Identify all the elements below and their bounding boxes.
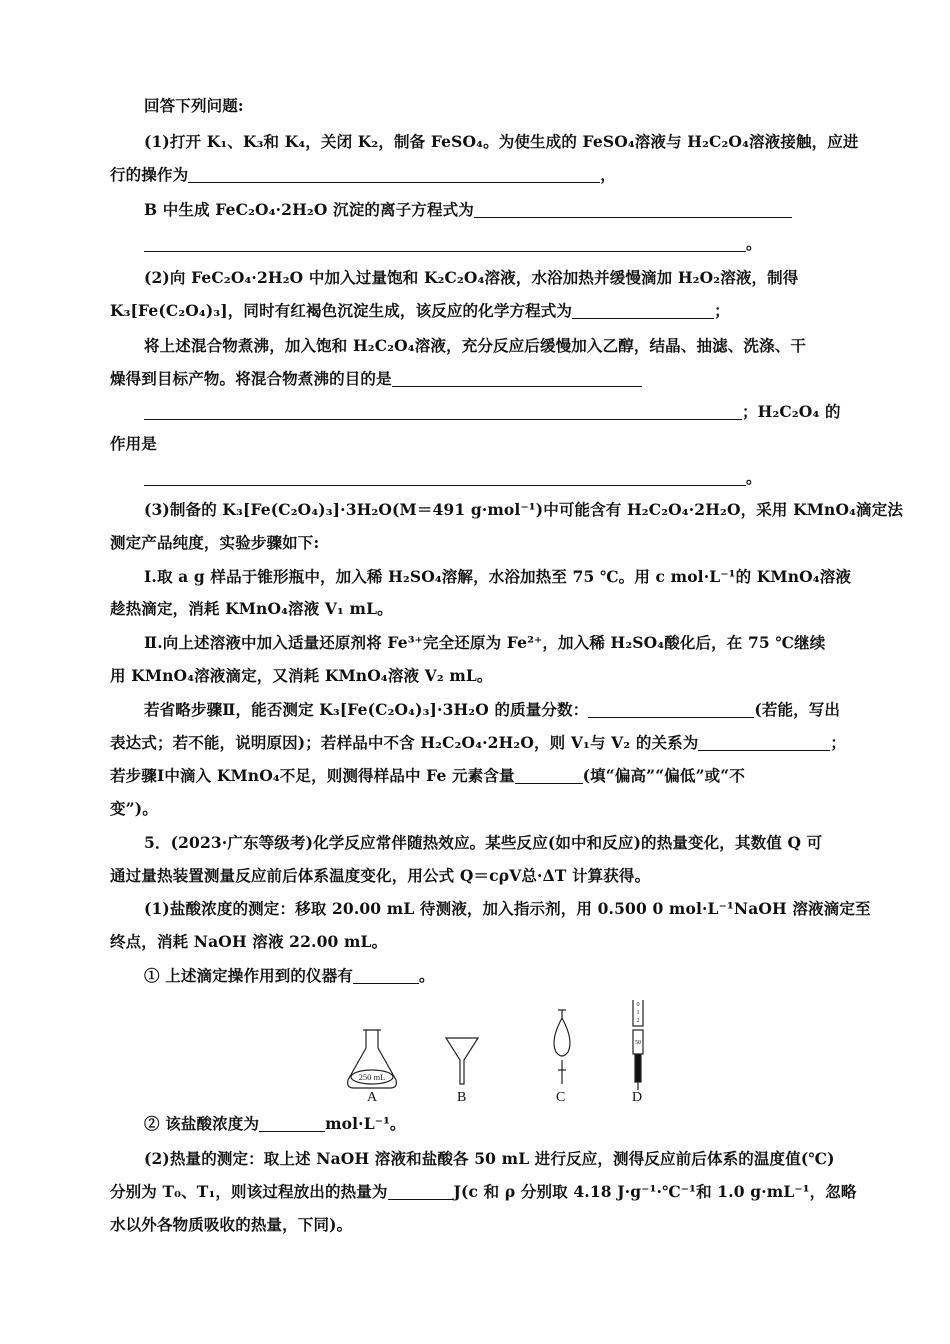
answer-blank[interactable] <box>388 1183 454 1200</box>
q1-line1: (1)打开 K₁、K₃和 K₄，关闭 K₂，制备 FeSO₄。为使生成的 FeSO₄溶液与 H₂C₂O₄溶液接触，应进 <box>144 132 859 151</box>
separatory-funnel-icon <box>554 1010 570 1084</box>
answer-blank[interactable] <box>353 967 419 984</box>
answer-blank[interactable] <box>698 734 830 751</box>
burette-mark-0: 0 <box>636 1002 640 1008</box>
q2-line2: K₃[Fe(C₂O₄)₃]，同时有红褐色沉淀生成，该反应的化学方程式为 ； <box>110 301 730 320</box>
q2-line4: 燥得到目标产物。将混合物煮沸的目的是 <box>110 368 840 390</box>
burette-mark-1: 1 <box>636 1010 640 1016</box>
answer-blank[interactable] <box>144 469 746 486</box>
figure-label-b: B <box>457 1090 467 1105</box>
flask-volume-label: 250 mL <box>358 1072 386 1082</box>
q5-p1a: (1)盐酸浓度的测定：移取 20.00 mL 待测液，加入指示剂，用 0.500 0 mol·L⁻¹NaOH 溶液滴定至 <box>144 899 871 918</box>
q3-step1a: Ⅰ.取 a g 样品于锥形瓶中，加入稀 H₂SO₄溶解，水浴加热至 75 ℃。用 c mol·L⁻¹的 KMnO₄溶液 <box>144 567 852 586</box>
answer-blank[interactable] <box>474 201 792 218</box>
answer-blank[interactable] <box>144 403 742 420</box>
q2-line1: (2)向 FeC₂O₄·2H₂O 中加入过量饱和 K₂C₂O₄溶液，水浴加热并缓慢滴加 H₂O₂溶液，制得 <box>144 268 799 287</box>
answer-blank[interactable] <box>572 302 714 319</box>
burette-mark-2: 2 <box>636 1018 640 1024</box>
figure-label-d: D <box>632 1090 643 1105</box>
q2-line3: 将上述混合物煮沸，加入饱和 H₂C₂O₄溶液，充分反应后缓慢加入乙醇，结晶、抽滤、洗涤、干 <box>144 336 806 355</box>
q5-p2a: (2)热量的测定：取上述 NaOH 溶液和盐酸各 50 mL 进行反应，测得反应前后体系的温度值(℃) <box>144 1149 835 1168</box>
q3-line2: 测定产品纯度，实验步骤如下: <box>110 533 320 552</box>
figure-label-c: C <box>556 1090 566 1105</box>
q5-sub1: ① 上述滴定操作用到的仪器有 。 <box>144 966 435 985</box>
q2-line5: ；H₂C₂O₄ 的 <box>110 401 840 423</box>
q3-line1: (3)制备的 K₃[Fe(C₂O₄)₃]·3H₂O(M＝491 g·mol⁻¹)中可能含有 H₂C₂O₄·2H₂O，采用 KMnO₄滴定法 <box>144 500 903 519</box>
answer-blank[interactable] <box>515 767 583 784</box>
burette-bottom-mark: 50 <box>635 1040 641 1046</box>
q3-step2a: Ⅱ.向上述溶液中加入适量还原剂将 Fe³⁺完全还原为 Fe²⁺，加入稀 H₂SO₄酸化后，在 75 ℃继续 <box>144 633 826 652</box>
q5-p2b: 分别为 T₀、T₁，则该过程放出的热量为 J(c 和 ρ 分别取 4.18 J·g⁻¹·℃⁻¹和 1.0 g·mL⁻¹，忽略 <box>110 1182 857 1201</box>
answer-blank[interactable] <box>144 235 746 252</box>
q3-ask3: 若步骤Ⅰ中滴入 KMnO₄不足，则测得样品中 Fe 元素含量 (填“偏高”“偏低”或“不 <box>110 766 746 785</box>
section-heading: 回答下列问题: <box>144 96 244 115</box>
q5-p2c: 水以外各物质吸收的热量，下同)。 <box>110 1215 353 1234</box>
answer-blank[interactable] <box>259 1115 325 1132</box>
q2-line7: 。 <box>110 467 840 489</box>
q2-line6: 作用是 <box>110 434 157 453</box>
apparatus-figure <box>340 1000 650 1110</box>
q3-step1b: 趁热滴定，消耗 KMnO₄溶液 V₁ mL。 <box>110 599 393 618</box>
q1-line4: 。 <box>110 233 840 255</box>
q1-line3: B 中生成 FeC₂O₄·2H₂O 沉淀的离子方程式为 <box>110 199 840 221</box>
q5-line2: 通过量热装置测量反应前后体系温度变化，用公式 Q＝cρV总·ΔT 计算获得。 <box>110 866 651 885</box>
apparatus-drawing-2 <box>340 1000 650 1110</box>
q5-line1: 5．(2023·广东等级考)化学反应常伴随热效应。某些反应(如中和反应)的热量变化，其数值 Q 可 <box>144 833 823 852</box>
answer-blank[interactable] <box>392 370 642 387</box>
q3-ask4: 变”)。 <box>110 799 158 818</box>
q3-step2b: 用 KMnO₄溶液滴定，又消耗 KMnO₄溶液 V₂ mL。 <box>110 666 493 685</box>
q3-ask2: 表达式；若不能，说明原因)；若样品中不含 H₂C₂O₄·2H₂O，则 V₁与 V₂ 的关系为 ； <box>110 733 847 752</box>
q3-ask1: 若省略步骤Ⅱ，能否测定 K₃[Fe(C₂O₄)₃]·3H₂O 的质量分数： (若能，写出 <box>144 700 841 719</box>
answer-blank[interactable] <box>188 166 600 183</box>
figure-label-a: A <box>367 1090 378 1105</box>
q5-p1b: 终点，消耗 NaOH 溶液 22.00 mL。 <box>110 932 388 951</box>
answer-blank[interactable] <box>588 701 754 718</box>
q1-line2: 行的操作为 ， <box>110 165 616 184</box>
q5-sub2: ② 该盐酸浓度为 mol·L⁻¹。 <box>144 1114 406 1133</box>
